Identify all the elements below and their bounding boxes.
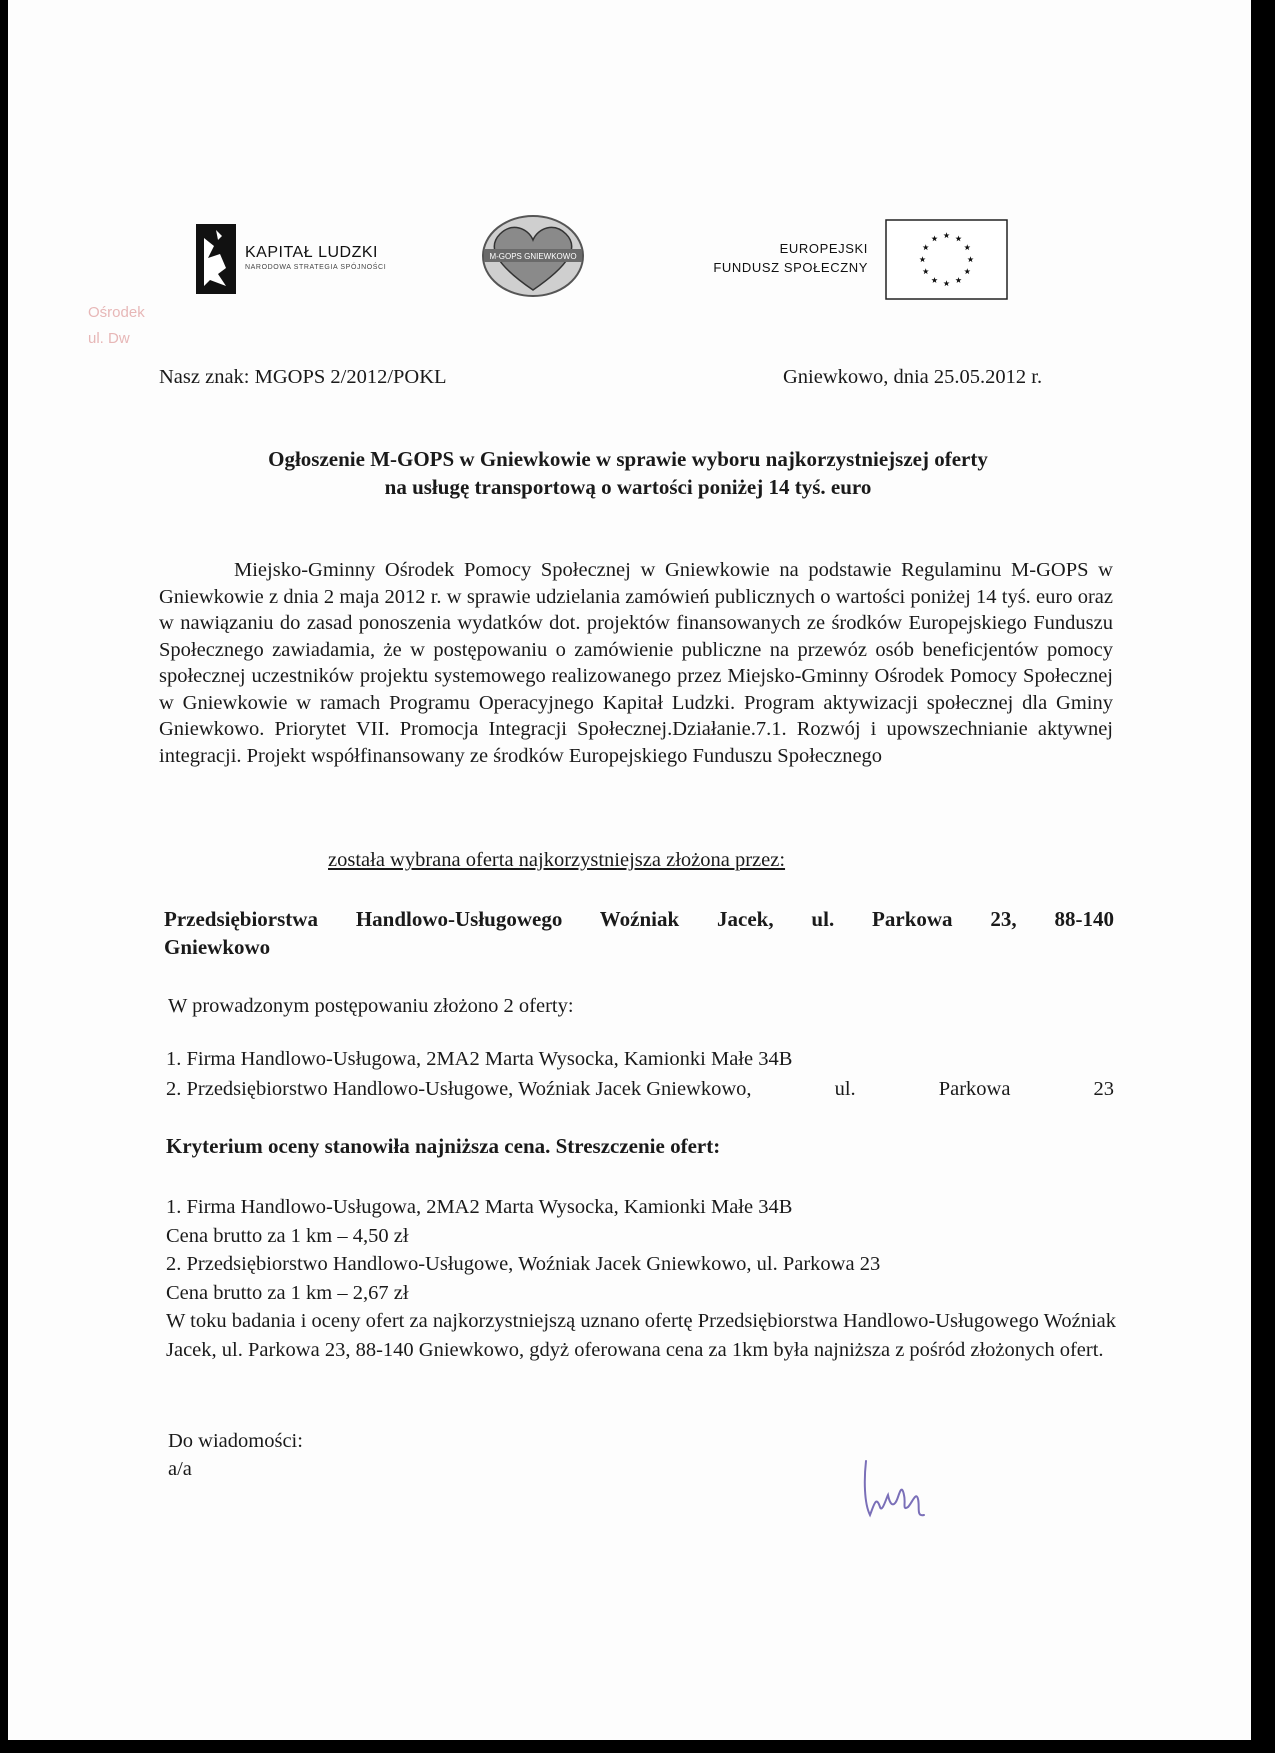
winner-line-2: Gniewkowo [164, 935, 271, 959]
body-paragraph: Miejsko-Gminny Ośrodek Pomocy Społecznej w Gniewkowie na podstawie Regulaminu M-GOPS w Gniewkowie z dnia 2 maja 2012 r. w sprawie udzielania zamówień publicznych o wartości poniżej 14 tyś. euro oraz w nawiązaniu do zasad ponoszenia wydatków dot. projektów finansowanych ze środków Europejskiego Funduszu Społecznego zawiadamia, że w postępowaniu o zamówienie publiczne na przewóz osób beneficjentów pomocy społecznej uczestników projektu systemowego realizowanego przez Miejsko-Gminny Ośrodek Pomocy Społecznej w Gniewkowie w ramach Programu Operacyjnego Kapitał Ludzki. Program aktywizacji społecznej dla Gminy Gniewkowo. Priorytet VII. Promocja Integracji Społecznej.Działanie.7.1. Rozwój i upowszechnianie aktywnej integracji. Projekt współfinansowany ze środków Europejskiego Funduszu Społecznego [159, 559, 1113, 767]
efs-label [648, 239, 868, 277]
kapital-ludzki-subtitle: NARODOWA STRATEGIA SPÓJNOŚCI [245, 264, 387, 271]
handwritten-signature [858, 1455, 938, 1525]
chosen-offer-intro: została wybrana oferta najkorzystniejsza złożona przez: [328, 849, 786, 871]
offer-summary [166, 1193, 1116, 1364]
title-line-2: na usługę transportową o wartości poniżej 14 tyś. euro [384, 475, 872, 499]
announcement-title [158, 445, 1098, 501]
offer-item-1: 1. Firma Handlowo-Usługowa, 2MA2 Marta Wysocka, Kamionki Małe 34B [166, 1048, 793, 1070]
document-page [8, 0, 1251, 1740]
offer-item-2-number: 23 [1093, 1078, 1114, 1100]
offers-intro: W prowadzonym postępowaniu złożono 2 oferty: [168, 995, 574, 1017]
offer-item-2 [166, 1078, 1114, 1101]
distribution-block [168, 1427, 303, 1483]
offer-item-2-street: Parkowa [938, 1078, 1011, 1100]
distribution-value: a/a [168, 1458, 192, 1480]
distribution-label: Do wiadomości: [168, 1430, 303, 1452]
efs-line-2: FUNDUSZ SPOŁECZNY [713, 260, 868, 275]
summary-offer-2-price: Cena brutto za 1 km – 2,67 zł [166, 1281, 409, 1304]
mgops-heart-logo-icon [478, 214, 588, 298]
reference-number: Nasz znak: MGOPS 2/2012/POKL [159, 366, 447, 388]
summary-offer-2: 2. Przedsiębiorstwo Handlowo-Usługowe, Woźniak Jacek Gniewkowo, ul. Parkowa 23 [166, 1253, 881, 1275]
document-date: Gniewkowo, dnia 25.05.2012 r. [783, 366, 1043, 388]
office-stamp [88, 300, 145, 352]
criteria-heading: Kryterium oceny stanowiła najniższa cena. Streszczenie ofert: [166, 1134, 721, 1158]
stamp-line-2: ul. Dw [88, 330, 130, 347]
kapital-ludzki-title: KAPITAŁ LUDZKI [245, 244, 378, 261]
offer-item-2-name: 2. Przedsiębiorstwo Handlowo-Usługowe, Woźniak Jacek Gniewkowo, [166, 1078, 752, 1100]
summary-offer-1-price: Cena brutto za 1 km – 4,50 zł [166, 1224, 409, 1247]
efs-line-1: EUROPEJSKI [779, 241, 868, 256]
mgops-logo-text: M-GOPS GNIEWKOWO [489, 252, 577, 261]
eu-flag-icon [885, 219, 1008, 300]
summary-offer-1: 1. Firma Handlowo-Usługowa, 2MA2 Marta Wysocka, Kamionki Małe 34B [166, 1196, 793, 1218]
summary-conclusion: W toku badania i oceny ofert za najkorzystniejszą uznano ofertę Przedsiębiorstwa Handlowo-Usługowego Woźniak Jacek, ul. Parkowa 23, 88-140 Gniewkowo, gdyż oferowana cena za 1km była najniższa z pośród złożonych ofert. [166, 1310, 1116, 1361]
stamp-line-1: Ośrodek [88, 304, 145, 321]
winner-line-1: Przedsiębiorstwa Handlowo-Usługowego Woźniak Jacek, ul. Parkowa 23, 88-140 [164, 907, 1114, 931]
title-line-1: Ogłoszenie M-GOPS w Gniewkowie w sprawie wyboru najkorzystniejszej oferty [268, 447, 988, 471]
offer-item-2-street-prefix: ul. [834, 1078, 856, 1100]
kapital-ludzki-logo-icon [196, 224, 236, 294]
